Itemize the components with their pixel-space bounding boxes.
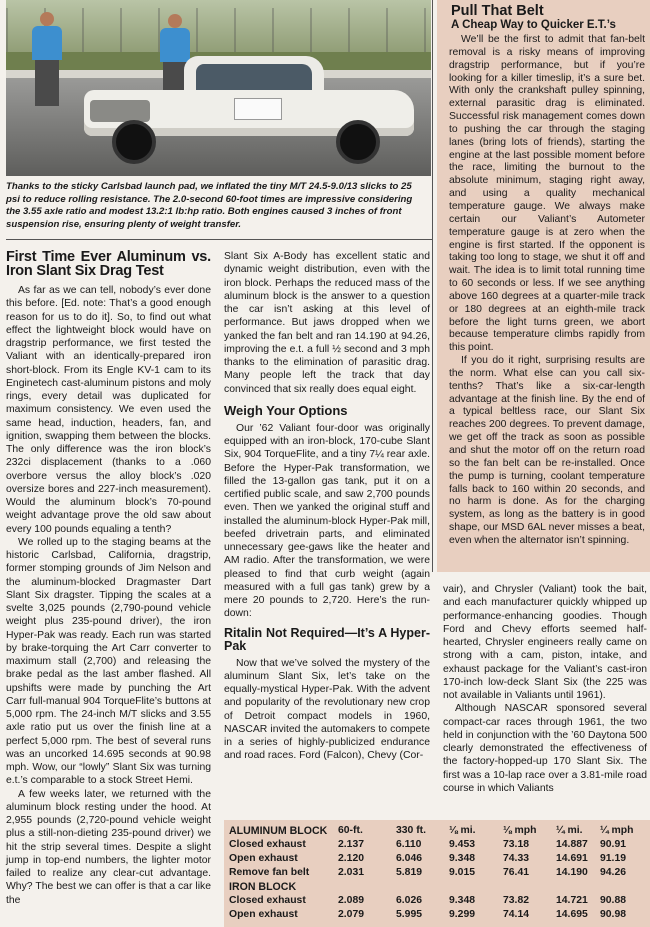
table-header: 330 ft.	[396, 825, 427, 836]
table-cell: 73.18	[503, 839, 530, 850]
table-row	[224, 853, 650, 867]
table-cell: 14.190	[556, 867, 588, 878]
table-cell: 90.91	[600, 839, 627, 850]
table-cell: 94.26	[600, 867, 627, 878]
table-cell: Closed exhaust	[229, 839, 306, 850]
table-row	[224, 895, 650, 909]
article-paragraph: Although NASCAR sponsored several compact-car races through 1961, the two held in conjunction with the ’60 Daytona 500 clearly demonstrated the effectiveness of the factory-hopped-up 170 Slant Six. The first was a 10-lap race over a 3.81-mile road course in which Valiants	[443, 703, 647, 794]
table-cell: 90.88	[600, 895, 627, 906]
table-header: ⅛ mph	[503, 825, 537, 836]
article-column-1	[6, 250, 211, 907]
article-column-2	[224, 250, 430, 763]
table-cell: 73.82	[503, 895, 530, 906]
table-cell: Closed exhaust	[229, 895, 306, 906]
article-paragraph: vair), and Chrysler (Valiant) took the bait, and each manufacturer quickly whipped up performance-enhancing goodies. Though Ford and Chevy efforts seemed half-hearted, Chrysler engineers really came on strong with a cam, piston, intake, and exhaust package for the Valiant’s cast-iron 170-inch low-deck Slant Six (the 225 was not available in Valiants until 1961).	[443, 584, 647, 701]
article-heading: First Time Ever Aluminum vs. Iron Slant Six Drag Test	[6, 249, 211, 279]
results-table	[224, 820, 650, 927]
table-cell: 2.137	[338, 839, 365, 850]
article-paragraph: Slant Six A-Body has excellent static and dynamic weight distribution, even with the iron block. Perhaps the reduced mass of the aluminum block is the answer to a question the car isn’t asking at this level of performance. But jaws dropped when we yanked the fan belt and ran 14.190 at 94.26, improving the e.t. a full ½ second and 3 mph thanks to the elimination of parasitic drag. Many people left the track that day convinced that six really does equal eight.	[224, 251, 430, 395]
article-paragraph: Now that we’ve solved the mystery of the aluminum Slant Six, let’s take on the equally-mystical Hyper-Pak. With the advent and popularity of the revolutionary new crop of Detroit compact models in 1960, NASCAR invited the automakers to compete in a series of highly-publicized endurance and road races. Ford (Falcon), Chevy (Cor-	[224, 657, 430, 762]
table-header: ⅛ mi.	[449, 825, 476, 836]
section-heading-weigh: Weigh Your Options	[224, 402, 348, 418]
table-cell: 91.19	[600, 853, 627, 864]
table-cell: 2.079	[338, 909, 365, 920]
table-cell: 2.089	[338, 895, 365, 906]
table-cell: 90.98	[600, 909, 627, 920]
photo-fence	[6, 8, 431, 52]
table-header: ¼ mi.	[556, 825, 583, 836]
valiant-car	[84, 56, 414, 156]
table-section-row	[224, 881, 650, 895]
table-cell: Remove fan belt	[229, 867, 310, 878]
table-cell: 2.120	[338, 853, 365, 864]
sidebar-paragraph: If you do it right, surprising results are the norm. What else can you call six-tenths? That’s like a six-car-length advantage at the finish line. By the end of a typical beltless race, our Slant Six reaches 200 degrees. To prevent damage, we get off the track as soon as possible and shut the motor off on the return road so the fan belt can be re-installed. Once the pump is turning, coolant temperature falls back to 160 within 20 seconds, and no harm is done. As for the charging system, as long as the battery is in good shape, our MSD 6AL never misses a beat, even when the alternator isn’t spinning.	[449, 355, 645, 546]
sidebar-text	[449, 34, 645, 548]
table-cell: 9.348	[449, 853, 476, 864]
table-cell: 14.721	[556, 895, 588, 906]
table-cell: 14.691	[556, 853, 588, 864]
article-paragraph: Our ’62 Valiant four-door was originally equipped with an iron-block, 170-cube Slant Six, 904 TorqueFlite, and a tiny 7¼ rear axle. Before the Hyper-Pak transformation, we filled the 13-gallon gas tank, put it on a certified public scale, and saw 2,700 pounds even. Then we yanked the original stuff and installed the aluminum-block Hyper-Pak mill, beefed drivetrain parts, and eliminated unnecessary gee-gaws like the heater and AM radio. After the transformation, we were pleased to find that curb weight (again measured with a full gas tank) grew by a mere 20 pounds to 2,720. Here’s the run-down:	[224, 422, 431, 620]
article-column-3	[443, 583, 647, 795]
table-cell: 6.026	[396, 895, 423, 906]
table-cell: 14.887	[556, 839, 588, 850]
table-cell: 14.695	[556, 909, 588, 920]
photo-caption: Thanks to the sticky Carlsbad launch pad, we inflated the tiny M/T 24.5-9.0/13 slicks to 25 psi to reduce rolling resistance. The 2.0-second 60-foot times are impressive considering the 3.55 axle ratio and modest 13.2:1 lb:hp ratio. Both engines caused 3 inches of front suspension rise, ensuring plenty of weight transfer.	[6, 181, 413, 230]
sidebar-paragraph: We’ll be the first to admit that fan-belt removal is a risky means of improving dragstrip performance, but if you’re looking for a killer timeslip, it’s a sure bet. With only the crankshaft pulley spinning, external parasitic drag is eliminated. Successful risk management comes down to pushing the car through the staging lanes (bring lots of friends), starting the engine at the last possible moment before the race, limiting the burnout to the absolute minimum, staging right away, and using a quality mechanical temperature gauge. We always make certain our Valiant’s Autometer temperature gauge is at zero when the engine is first started. If the opponent is taking too long to stage, we shut it off and wait. The idea is to limit total running time to 60 seconds or less. If we see anything above 160 degrees at a quarter-mile track or 180 degrees at an eighth-mile track before the light turns green, we abort because temperature climbs rapidly from this point.	[449, 34, 645, 354]
table-cell: 6.046	[396, 853, 423, 864]
table-cell: 9.348	[449, 895, 476, 906]
article-paragraph: We rolled up to the staging beams at the historic Carlsbad, California, dragstrip, former stomping grounds of Jim Nelson and the aluminum-blocked Dragmaster Dart Slant Six dragster. Tipping the scales at a svelte 3,025 pounds (2,790-pound vehicle weight plus 235-pound driver), the iron Hyper-Pak was ready. Each run was started by brake-torquing the Art Carr converter to maximum stall (2,700) and releasing the brake pedal as the last amber flashed. All upshifts were made by punching the Art Carr full-manual 904 TorqueFlite’s buttons at 5,000 rpm. The 24-inch M/T slicks and 3.55 axle ratio put us over the finish line at a perfect 5,000 rpm. The best of several runs was an uncorked 14.695 seconds at 90.98 mph. Wow, our “lowly” Slant Six was turning e.t.’s comparable to a stock Street Hemi.	[6, 536, 211, 787]
section-heading-ritalin: Ritalin Not Required—It’s A Hyper-Pak	[224, 625, 430, 653]
table-section-label: IRON BLOCK	[229, 881, 297, 893]
table-cell: 9.015	[449, 867, 476, 878]
table-cell: 5.995	[396, 909, 423, 920]
sidebar-divider	[432, 0, 433, 572]
table-cell: Open exhaust	[229, 853, 298, 864]
photo-person-left	[32, 12, 62, 106]
sidebar-pull-that-belt	[437, 0, 650, 572]
table-cell: 6.110	[396, 839, 422, 850]
table-cell: 2.031	[338, 867, 365, 878]
table-cell: 9.453	[449, 839, 476, 850]
table-cell: 5.819	[396, 867, 423, 878]
table-cell: Open exhaust	[229, 909, 298, 920]
car-launch-photo	[6, 0, 431, 176]
sidebar-subtitle: A Cheap Way to Quicker E.T.’s	[451, 19, 616, 31]
table-cell: 9.299	[449, 909, 476, 920]
table-row	[224, 867, 650, 881]
article-paragraph: A few weeks later, we returned with the aluminum block resting under the hood. At 2,955 pounds (2,720-pound vehicle weight plus a still-non-dieting 235-pound driver) we hit the strip several times. Despite a slight jump in top-end numbers, the lighter motor failed to realize any clear-cut advantage. Why? The best we can offer is that a car like the	[6, 788, 211, 906]
table-row	[224, 839, 650, 853]
table-row	[224, 909, 650, 923]
article-paragraph: As far as we can tell, nobody’s ever done this before. [Ed. note: That’s a good enough reason for us to do it]. So, to find out what effect the lightweight block would have on dragstrip performance, we first tested the Valiant with an identically-prepared iron short-block. From its Engle KV-1 cam to its Enginetech cast-aluminum pistons and moly rings, every detail was duplicated for maximum consistency. We even used the same head, induction, headers, fan, and ignition, swapping them between the blocks. The only difference was the iron block’s 232ci displacement (thanks to a .060 overbore versus the alloy block’s .020 oversize bores and 227-inch measurement). Would the aluminum block’s 70-pound weight advantage prove the old saw about every 100 pounds equaling a tenth?	[6, 285, 211, 535]
table-header: 60-ft.	[338, 825, 363, 836]
table-header: ¼ mph	[600, 825, 634, 836]
table-cell: 76.41	[503, 867, 530, 878]
table-header: ALUMINUM BLOCK	[229, 825, 328, 837]
caption-divider	[6, 239, 433, 240]
table-header-row	[224, 825, 650, 839]
table-cell: 74.33	[503, 853, 530, 864]
table-cell: 74.14	[503, 909, 530, 920]
sidebar-title: Pull That Belt	[451, 3, 544, 19]
